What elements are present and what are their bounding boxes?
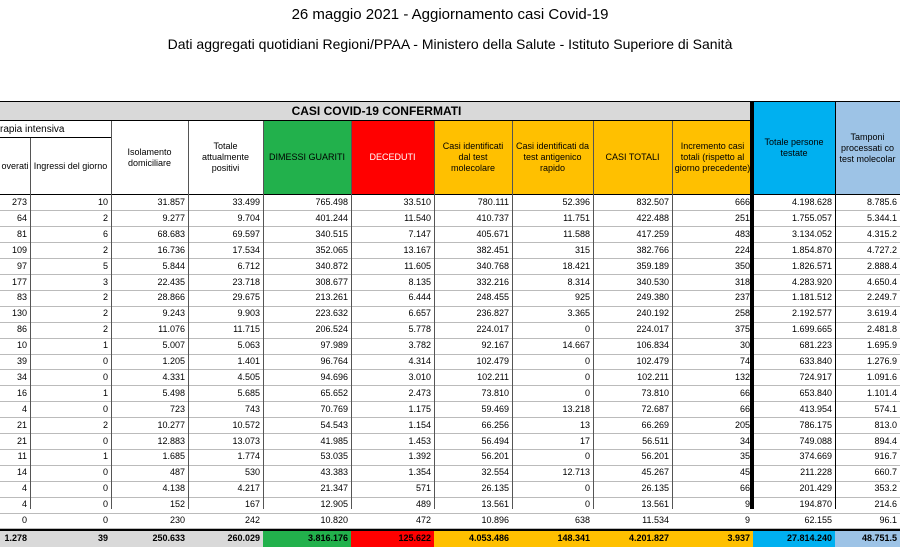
cell-casi-test-molecolare: 224.017: [476, 324, 509, 335]
cell-dimessi-guariti: 206.524: [315, 324, 348, 335]
cell-ti-ingressi: 1: [102, 451, 108, 462]
cell-deceduti: 11.540: [404, 212, 431, 223]
cell-ti-ingressi: 10: [97, 197, 108, 207]
cell-deceduti: 13.167: [403, 244, 431, 255]
column-divider: [434, 121, 435, 509]
cell-incremento-casi: 74: [739, 356, 750, 366]
cell-totale-positivi: 69.597: [232, 228, 260, 239]
cell-casi-test-molecolare: 102.479: [476, 356, 509, 366]
cell-casi-test-molecolare: 405.671: [476, 228, 509, 239]
cell-casi-test-molecolare: 92.167: [481, 340, 509, 351]
cell-ti-ricoverati: 4: [21, 403, 27, 414]
cell-casi-totali: 26.135: [641, 483, 669, 494]
cell-ti-ingressi: 0: [102, 435, 108, 446]
cell-deceduti: 489: [415, 499, 431, 510]
cell-casi-totali: 340.530: [636, 276, 669, 287]
cell-casi-test-molecolare: 102.211: [477, 371, 509, 382]
cell-casi-test-antigenico: 0: [584, 387, 590, 398]
cell-ti-ricoverati: 34: [16, 371, 27, 382]
total-casi-test-antigenico: 148.341: [512, 531, 593, 547]
cell-tamponi-molecolari: 5.344.1: [866, 212, 897, 223]
total-totale-positivi: 260.029: [188, 531, 263, 547]
cell-tamponi-molecolari: 916.7: [874, 451, 897, 462]
cell-casi-test-molecolare: 13.561: [481, 499, 509, 510]
cell-incremento-casi: 205: [734, 419, 750, 430]
cell-incremento-casi: 35: [739, 451, 750, 462]
cell-casi-totali: 66.269: [641, 419, 669, 430]
cell-isolamento-domiciliare: 9.277: [162, 212, 185, 223]
cell-casi-test-molecolare: 236.827: [476, 308, 509, 319]
cell-deceduti: 7.147: [408, 228, 431, 239]
cell-casi-test-molecolare: 382.451: [476, 244, 509, 255]
col-header-casi-totali: CASI TOTALI: [593, 121, 672, 194]
cell-tamponi-molecolari: 4.727.2: [866, 244, 897, 255]
cell-dimessi-guariti: 70.769: [320, 403, 348, 414]
col-header-casi-test-antigenico: Casi identificati da test antigenico rapido: [512, 121, 593, 194]
cell-casi-totali: 249.380: [636, 292, 669, 303]
cell-ti-ingressi: 0: [102, 515, 108, 525]
cell-isolamento-domiciliare: 28.866: [157, 292, 185, 303]
ti-group-header: rapia intensiva: [0, 121, 111, 138]
cell-isolamento-domiciliare: 152: [169, 499, 185, 510]
cell-incremento-casi: 375: [734, 324, 750, 335]
cell-isolamento-domiciliare: 723: [169, 403, 185, 414]
cell-tamponi-molecolari: 1.101.4: [866, 387, 897, 398]
cell-casi-totali: 73.810: [641, 387, 669, 398]
cell-tamponi-molecolari: 4.650.4: [866, 276, 897, 287]
cell-isolamento-domiciliare: 9.243: [162, 308, 185, 319]
cell-ti-ingressi: 0: [102, 499, 108, 510]
cell-ti-ricoverati: 64: [16, 212, 27, 223]
column-divider: [835, 102, 836, 509]
cell-ti-ricoverati: 0: [21, 515, 27, 525]
total-deceduti: 125.622: [351, 531, 434, 547]
cell-dimessi-guariti: 340.872: [315, 260, 348, 271]
cell-casi-test-antigenico: 0: [584, 324, 590, 335]
cell-totale-positivi: 6.712: [237, 260, 260, 271]
cell-deceduti: 4.314: [408, 356, 431, 366]
total-casi-totali: 4.201.827: [593, 531, 672, 547]
cell-ti-ricoverati: 86: [16, 324, 27, 335]
cell-ti-ricoverati: 83: [16, 292, 27, 303]
cell-casi-test-antigenico: 11.751: [563, 212, 590, 223]
cell-casi-test-molecolare: 248.455: [476, 292, 509, 303]
cell-dimessi-guariti: 213.261: [315, 292, 348, 303]
cell-dimessi-guariti: 12.905: [320, 499, 348, 510]
cell-casi-test-molecolare: 340.768: [476, 260, 509, 271]
cell-ti-ingressi: 2: [102, 212, 108, 223]
cell-isolamento-domiciliare: 11.076: [158, 324, 185, 335]
cell-totale-persone-testate: 1.826.571: [791, 260, 832, 271]
cell-totale-persone-testate: 4.283.920: [791, 276, 832, 287]
cell-casi-test-antigenico: 18.421: [562, 260, 590, 271]
cell-ti-ricoverati: 4: [21, 483, 27, 494]
col-header-dimessi-guariti: DIMESSI GUARITI: [263, 121, 351, 194]
cell-casi-test-molecolare: 410.737: [476, 212, 509, 223]
cell-ti-ingressi: 1: [102, 340, 108, 351]
cell-tamponi-molecolari: 2.888.4: [866, 260, 897, 271]
cell-ti-ricoverati: 39: [16, 356, 27, 366]
page-subtitle: Dati aggregati quotidiani Regioni/PPAA - Ministero della Salute - Istituto Superiore di Sanità: [167, 36, 733, 52]
cell-isolamento-domiciliare: 5.844: [162, 260, 185, 271]
cell-dimessi-guariti: 43.383: [320, 467, 348, 478]
cell-deceduti: 11.605: [404, 260, 431, 271]
cell-dimessi-guariti: 54.543: [320, 419, 348, 430]
col-header-incremento-casi: Incremento casi totali (rispetto al giorno precedente): [672, 121, 753, 194]
cell-tamponi-molecolari: 353.2: [874, 483, 897, 494]
cell-dimessi-guariti: 401.244: [315, 212, 348, 223]
cell-deceduti: 6.444: [408, 292, 431, 303]
cell-incremento-casi: 251: [734, 212, 750, 223]
cell-tamponi-molecolari: 4.315.2: [866, 228, 897, 239]
cell-ti-ricoverati: 273: [11, 197, 27, 207]
cell-casi-test-antigenico: 12.713: [562, 467, 590, 478]
cell-casi-test-antigenico: 17: [579, 435, 590, 446]
cell-totale-positivi: 242: [244, 515, 260, 525]
cell-dimessi-guariti: 53.035: [320, 451, 348, 462]
cell-totale-persone-testate: 633.840: [799, 356, 832, 366]
cell-totale-positivi: 4.217: [237, 483, 260, 494]
cell-totale-persone-testate: 413.954: [799, 403, 832, 414]
cell-casi-totali: 102.211: [637, 371, 669, 382]
cell-casi-test-molecolare: 10.896: [481, 515, 509, 525]
cell-incremento-casi: 66: [739, 387, 750, 398]
page-title: 26 maggio 2021 - Aggiornamento casi Covid-19: [291, 6, 609, 23]
group-header-confermati: CASI COVID-19 CONFERMATI: [0, 102, 753, 121]
col-header-totale-persone-testate: Totale persone testate: [753, 102, 835, 194]
cell-totale-persone-testate: 653.840: [799, 387, 832, 398]
cell-isolamento-domiciliare: 68.683: [157, 228, 185, 239]
cell-incremento-casi: 132: [734, 371, 750, 382]
cell-ti-ingressi: 0: [102, 467, 108, 478]
cell-isolamento-domiciliare: 22.435: [157, 276, 185, 287]
total-ti-ingressi: 39: [30, 531, 111, 547]
total-incremento-casi: 3.937: [672, 531, 753, 547]
cell-tamponi-molecolari: 96.1: [879, 515, 897, 525]
cell-casi-totali: 422.488: [636, 212, 669, 223]
cell-ti-ingressi: 2: [102, 308, 108, 319]
col-header-ti-ricoverati: overati: [0, 138, 30, 194]
cell-incremento-casi: 66: [739, 483, 750, 494]
cell-casi-test-molecolare: 26.135: [481, 483, 509, 494]
cell-totale-persone-testate: 2.192.577: [791, 308, 832, 319]
cell-incremento-casi: 45: [739, 467, 750, 478]
cell-tamponi-molecolari: 3.619.4: [866, 308, 897, 319]
cell-casi-totali: 56.511: [642, 435, 669, 446]
cell-totale-positivi: 5.685: [237, 387, 260, 398]
cell-tamponi-molecolari: 660.7: [874, 467, 897, 478]
cell-casi-test-molecolare: 332.216: [476, 276, 509, 287]
cell-tamponi-molecolari: 813.0: [874, 419, 897, 430]
cell-isolamento-domiciliare: 487: [169, 467, 185, 478]
cell-ti-ricoverati: 4: [21, 499, 27, 510]
cell-totale-positivi: 1.401: [237, 356, 260, 366]
cell-ti-ingressi: 5: [102, 260, 108, 271]
cell-ti-ingressi: 0: [102, 483, 108, 494]
column-divider: [188, 121, 189, 509]
cell-deceduti: 5.778: [408, 324, 431, 335]
cell-casi-totali: 359.189: [636, 260, 669, 271]
cell-casi-test-antigenico: 0: [584, 451, 590, 462]
cell-isolamento-domiciliare: 4.138: [162, 483, 185, 494]
cell-casi-totali: 382.766: [636, 244, 669, 255]
cell-incremento-casi: 237: [734, 292, 750, 303]
cell-casi-test-antigenico: 52.396: [562, 197, 590, 207]
cell-ti-ingressi: 2: [102, 244, 108, 255]
column-divider: [672, 121, 673, 509]
total-dimessi-guariti: 3.816.176: [263, 531, 351, 547]
cell-isolamento-domiciliare: 1.685: [162, 451, 185, 462]
cell-casi-test-molecolare: 59.469: [481, 403, 509, 414]
section-divider: [750, 102, 753, 509]
cell-incremento-casi: 318: [734, 276, 750, 287]
cell-deceduti: 6.657: [408, 308, 431, 319]
cell-totale-positivi: 1.774: [237, 451, 260, 462]
cell-dimessi-guariti: 65.652: [320, 387, 348, 398]
cell-isolamento-domiciliare: 31.857: [157, 197, 185, 207]
cell-casi-totali: 106.834: [636, 340, 669, 351]
cell-ti-ricoverati: 16: [16, 387, 27, 398]
cell-ti-ricoverati: 177: [11, 276, 27, 287]
cell-ti-ingressi: 1: [102, 387, 108, 398]
col-header-ti-ingressi: Ingressi del giorno: [30, 138, 111, 194]
cell-incremento-casi: 9: [744, 515, 750, 525]
cell-ti-ingressi: 0: [102, 403, 108, 414]
cell-isolamento-domiciliare: 10.277: [157, 419, 185, 430]
cell-dimessi-guariti: 352.065: [315, 244, 348, 255]
cell-ti-ricoverati: 97: [16, 260, 27, 271]
cell-totale-persone-testate: 1.755.057: [791, 212, 832, 223]
cell-dimessi-guariti: 10.820: [320, 515, 348, 525]
cell-tamponi-molecolari: 1.276.9: [866, 356, 897, 366]
cell-deceduti: 1.453: [408, 435, 431, 446]
cell-totale-positivi: 10.572: [232, 419, 260, 430]
cell-casi-test-molecolare: 32.554: [481, 467, 509, 478]
cell-totale-persone-testate: 201.429: [799, 483, 832, 494]
cell-casi-totali: 11.534: [642, 515, 669, 525]
cell-ti-ingressi: 0: [102, 371, 108, 382]
cell-tamponi-molecolari: 2.481.8: [866, 324, 897, 335]
cell-totale-positivi: 13.073: [232, 435, 260, 446]
cell-casi-test-antigenico: 925: [574, 292, 590, 303]
cell-casi-totali: 224.017: [636, 324, 669, 335]
cell-casi-totali: 240.192: [636, 308, 669, 319]
cell-totale-persone-testate: 4.198.628: [791, 197, 832, 207]
cell-ti-ricoverati: 21: [16, 419, 27, 430]
cell-isolamento-domiciliare: 12.883: [157, 435, 185, 446]
cell-deceduti: 1.154: [408, 419, 431, 430]
cell-totale-positivi: 29.675: [232, 292, 260, 303]
cell-ti-ingressi: 6: [102, 228, 108, 239]
cell-casi-test-molecolare: 56.201: [481, 451, 509, 462]
col-header-deceduti: DECEDUTI: [351, 121, 434, 194]
total-casi-test-molecolare: 4.053.486: [434, 531, 512, 547]
cell-incremento-casi: 666: [734, 197, 750, 207]
cell-isolamento-domiciliare: 1.205: [162, 356, 185, 366]
cell-casi-test-molecolare: 66.256: [481, 419, 509, 430]
cell-deceduti: 1.175: [408, 403, 431, 414]
cell-totale-persone-testate: 749.088: [799, 435, 832, 446]
cell-incremento-casi: 224: [734, 244, 750, 255]
total-isolamento-domiciliare: 250.633: [111, 531, 188, 547]
cell-incremento-casi: 258: [734, 308, 750, 319]
cell-ti-ricoverati: 14: [16, 467, 27, 478]
col-header-totale-positivi: Totale attualmente positivi: [188, 121, 263, 194]
cell-totale-persone-testate: 62.155: [804, 515, 832, 525]
column-divider: [30, 138, 31, 509]
cell-totale-positivi: 23.718: [232, 276, 260, 287]
cell-totale-positivi: 9.704: [237, 212, 260, 223]
cell-ti-ricoverati: 109: [11, 244, 27, 255]
cell-deceduti: 472: [415, 515, 431, 525]
cell-ti-ricoverati: 130: [11, 308, 27, 319]
cell-tamponi-molecolari: 1.091.6: [866, 371, 897, 382]
cell-ti-ingressi: 0: [102, 356, 108, 366]
total-ti-ricoverati: 1.278: [0, 531, 30, 547]
cell-dimessi-guariti: 21.347: [320, 483, 348, 494]
cell-casi-test-antigenico: 315: [574, 244, 590, 255]
cell-deceduti: 8.135: [408, 276, 431, 287]
cell-totale-persone-testate: 724.917: [799, 371, 832, 382]
cell-ti-ricoverati: 10: [16, 340, 27, 351]
cell-casi-totali: 56.201: [641, 451, 669, 462]
column-divider: [111, 121, 112, 509]
cell-casi-test-antigenico: 0: [584, 499, 590, 510]
cell-casi-totali: 13.561: [641, 499, 669, 510]
cell-casi-test-molecolare: 56.494: [481, 435, 509, 446]
column-divider: [593, 121, 594, 509]
col-header-isolamento-domiciliare: Isolamento domiciliare: [111, 121, 188, 194]
cell-isolamento-domiciliare: 4.331: [162, 371, 185, 382]
cell-casi-test-antigenico: 8.314: [567, 276, 590, 287]
cell-isolamento-domiciliare: 5.498: [162, 387, 185, 398]
cell-totale-positivi: 33.499: [232, 197, 260, 207]
cell-casi-test-antigenico: 0: [584, 356, 590, 366]
cell-deceduti: 571: [415, 483, 431, 494]
cell-ti-ingressi: 2: [102, 292, 108, 303]
cell-casi-test-antigenico: 0: [584, 371, 590, 382]
total-totale-persone-testate: 27.814.240: [753, 531, 835, 547]
column-divider: [512, 121, 513, 509]
cell-casi-totali: 832.507: [636, 197, 669, 207]
cell-totale-persone-testate: 3.134.052: [791, 228, 832, 239]
column-divider: [263, 121, 264, 509]
cell-deceduti: 3.782: [408, 340, 431, 351]
cell-tamponi-molecolari: 8.785.6: [866, 197, 897, 207]
cell-isolamento-domiciliare: 16.736: [157, 244, 185, 255]
cell-incremento-casi: 483: [734, 228, 750, 239]
cell-casi-test-molecolare: 73.810: [481, 387, 509, 398]
cell-dimessi-guariti: 765.498: [315, 197, 348, 207]
cell-ti-ricoverati: 11: [17, 451, 27, 462]
cell-casi-test-antigenico: 14.667: [562, 340, 590, 351]
cell-deceduti: 3.010: [408, 371, 431, 382]
cell-deceduti: 1.354: [408, 467, 431, 478]
cell-casi-test-antigenico: 13.218: [562, 403, 590, 414]
cell-totale-positivi: 11.715: [233, 324, 260, 335]
cell-ti-ingressi: 3: [102, 276, 108, 287]
cell-incremento-casi: 30: [739, 340, 750, 351]
cell-totale-persone-testate: 374.669: [799, 451, 832, 462]
cell-dimessi-guariti: 308.677: [315, 276, 348, 287]
cell-tamponi-molecolari: 2.249.7: [866, 292, 897, 303]
cell-dimessi-guariti: 96.764: [320, 356, 348, 366]
cell-totale-persone-testate: 194.870: [799, 499, 832, 510]
cell-ti-ricoverati: 21: [16, 435, 27, 446]
col-header-casi-test-molecolare: Casi identificati dal test molecolare: [434, 121, 512, 194]
cell-totale-positivi: 5.063: [237, 340, 260, 351]
cell-dimessi-guariti: 223.632: [315, 308, 348, 319]
cell-totale-persone-testate: 681.223: [799, 340, 832, 351]
cell-isolamento-domiciliare: 230: [169, 515, 185, 525]
cell-totale-persone-testate: 1.699.665: [791, 324, 832, 335]
cell-casi-test-antigenico: 3.365: [567, 308, 590, 319]
cell-ti-ingressi: 2: [102, 419, 108, 430]
cell-totale-persone-testate: 786.175: [799, 419, 832, 430]
cell-totale-positivi: 4.505: [237, 371, 260, 382]
cell-ti-ingressi: 2: [102, 324, 108, 335]
cell-casi-test-antigenico: 13: [579, 419, 590, 430]
cell-isolamento-domiciliare: 5.007: [162, 340, 185, 351]
cell-incremento-casi: 350: [734, 260, 750, 271]
cell-tamponi-molecolari: 214.6: [874, 499, 897, 510]
total-tamponi-molecolari: 48.751.5: [835, 531, 900, 547]
cell-totale-positivi: 743: [244, 403, 260, 414]
cell-deceduti: 2.473: [408, 387, 431, 398]
cell-casi-test-molecolare: 780.111: [477, 197, 509, 207]
cell-incremento-casi: 9: [744, 499, 750, 510]
cell-casi-totali: 45.267: [641, 467, 669, 478]
cell-casi-test-antigenico: 638: [574, 515, 590, 525]
col-header-tamponi-molecolari: Tamponi processati co test molecolar: [835, 102, 900, 194]
cell-totale-persone-testate: 1.854.870: [791, 244, 832, 255]
cell-incremento-casi: 66: [739, 403, 750, 414]
cell-totale-positivi: 167: [244, 499, 260, 510]
cell-tamponi-molecolari: 1.695.9: [866, 340, 897, 351]
cell-ti-ricoverati: 81: [16, 228, 27, 239]
cell-casi-totali: 72.687: [641, 403, 669, 414]
cell-casi-totali: 417.259: [636, 228, 669, 239]
column-divider: [351, 121, 352, 509]
cell-deceduti: 33.510: [403, 197, 431, 207]
cell-totale-persone-testate: 211.228: [800, 467, 832, 478]
cell-tamponi-molecolari: 894.4: [874, 435, 897, 446]
cell-totale-positivi: 9.903: [237, 308, 260, 319]
cell-dimessi-guariti: 41.985: [320, 435, 348, 446]
cell-casi-totali: 102.479: [636, 356, 669, 366]
cell-totale-persone-testate: 1.181.512: [791, 292, 832, 303]
cell-totale-positivi: 530: [244, 467, 260, 478]
cell-totale-positivi: 17.534: [232, 244, 260, 255]
cell-casi-test-antigenico: 11.588: [563, 228, 590, 239]
cell-deceduti: 1.392: [408, 451, 431, 462]
cell-dimessi-guariti: 340.515: [315, 228, 348, 239]
cell-dimessi-guariti: 94.696: [320, 371, 348, 382]
cell-tamponi-molecolari: 574.1: [874, 403, 897, 414]
cell-dimessi-guariti: 97.989: [320, 340, 348, 351]
cell-casi-test-antigenico: 0: [584, 483, 590, 494]
cell-incremento-casi: 34: [739, 435, 750, 446]
